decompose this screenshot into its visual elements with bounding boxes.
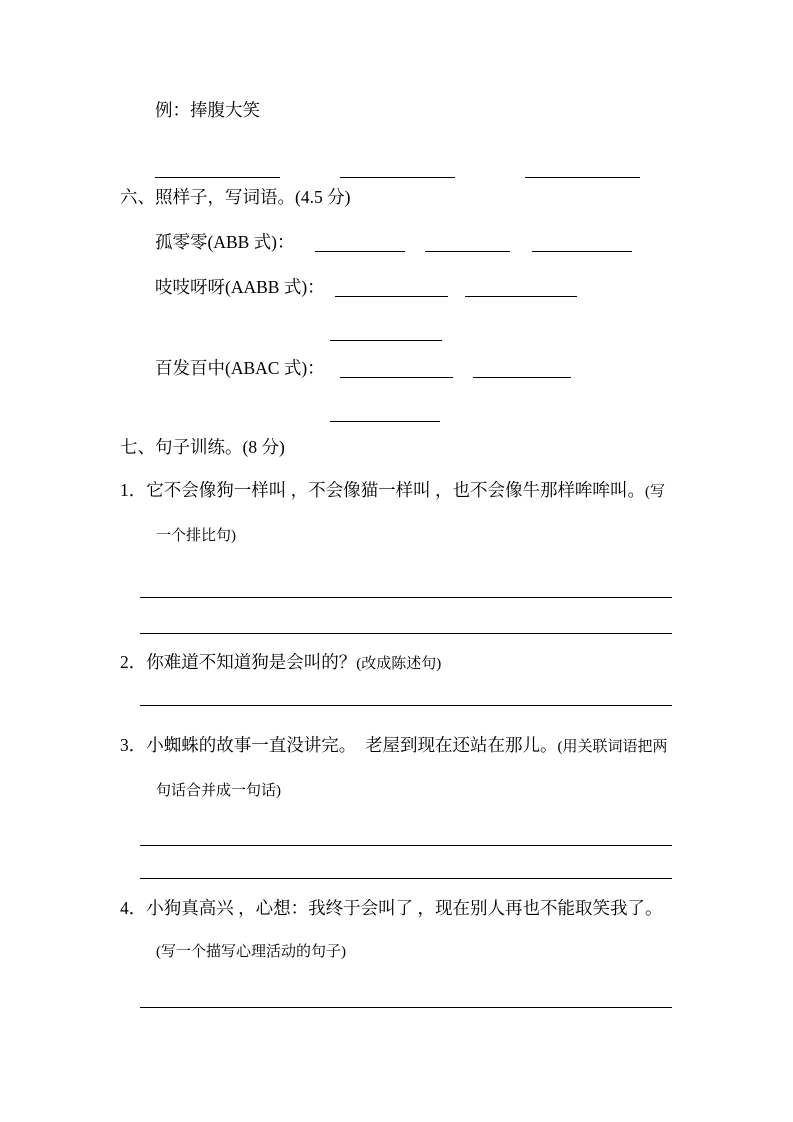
answer-line [140,845,672,846]
sentence-text: 3．小蜘蛛的故事一直没讲完。 老屋到现在还站在那儿。 [120,735,558,755]
answer-blank [330,340,442,341]
answer-line [140,705,672,706]
word-pattern-label-abb: 孤零零(ABB 式)： [155,232,295,252]
answer-blank [465,296,577,297]
answer-blank [425,251,510,252]
answer-blank [315,251,405,252]
answer-blank [340,177,455,178]
word-pattern-label-aabb: 吱吱呀呀(AABB 式)： [155,277,325,297]
answer-blank [340,377,453,378]
answer-line [140,633,672,634]
answer-blank [330,421,440,422]
answer-line [140,878,672,879]
answer-blank [155,177,280,178]
sentence-item-4 [120,887,677,973]
sentence-item-1 [120,469,677,557]
sentence-text: 2．你难道不知道狗是会叫的？ [120,652,357,672]
sentence-note: (改成陈述句) [356,656,442,672]
sentence-text: 1．它不会像狗一样叫 ，不会像猫一样叫 ，也不会像牛那样哞哞叫。 [120,480,645,500]
example-text: 例：捧腹大笑 [155,100,260,120]
word-pattern-label-abac: 百发百中(ABAC 式)： [155,358,325,378]
answer-blank [473,377,571,378]
answer-blank [525,177,640,178]
sentence-item-2 [120,641,677,685]
section-seven-title: 七、句子训练。(8 分) [120,437,285,457]
answer-line [140,597,672,598]
sentence-item-3 [120,724,677,812]
answer-line [140,1007,672,1008]
answer-blank [335,296,448,297]
sentence-note: (写一个描写心理活动的句子) [156,944,346,960]
section-six-title: 六、照样子，写词语。(4.5 分) [120,187,351,207]
sentence-note: (用关联词语把两句话合并成一句话) [156,739,668,799]
answer-blank [532,251,632,252]
sentence-text: 4．小狗真高兴 ，心想：我终于会叫了 ，现在别人再也不能取笑我了。 [120,898,663,918]
sentence-note: (写一个排比句) [156,484,665,544]
